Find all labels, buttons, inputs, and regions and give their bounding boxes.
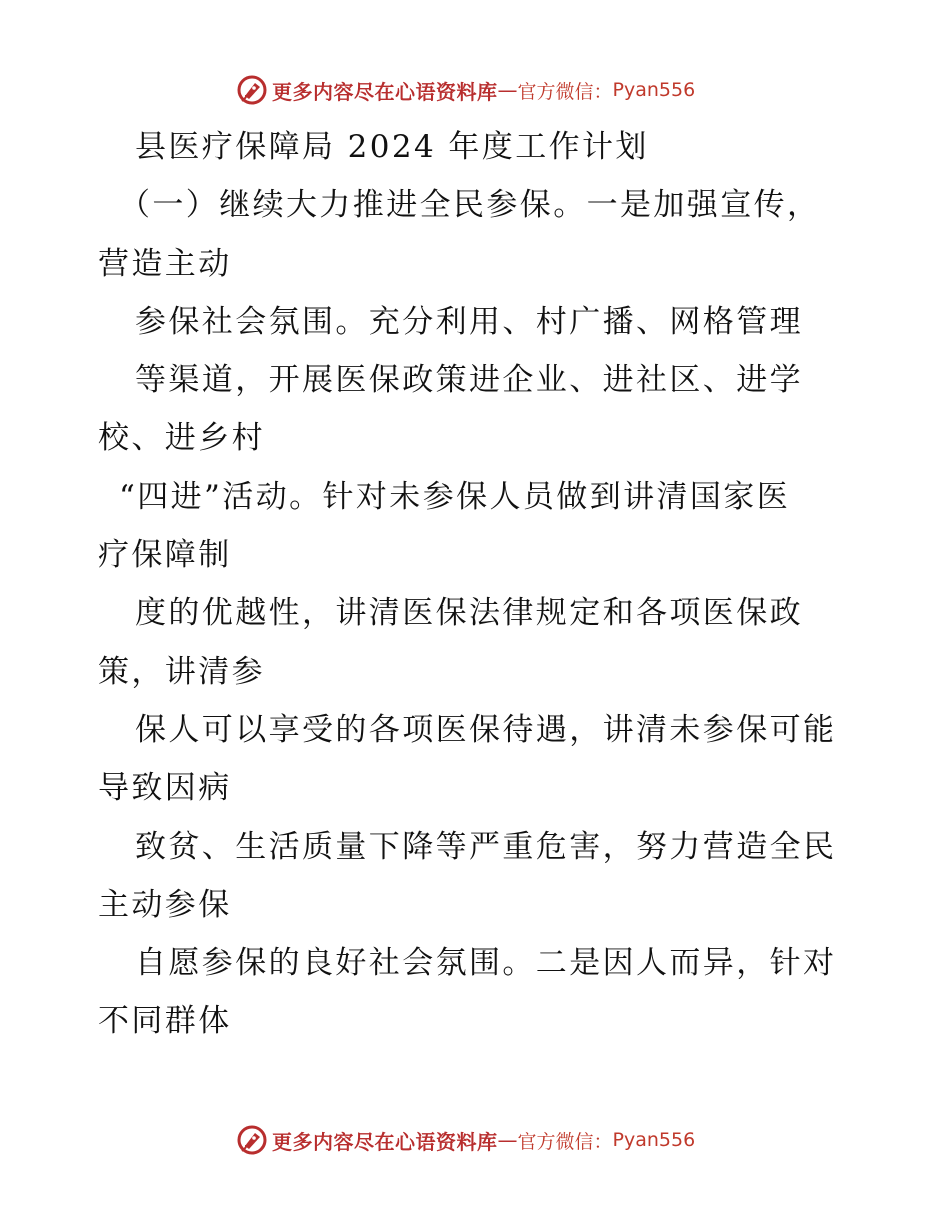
paragraph-line: 等渠道，开展医保政策进企业、进社区、进学 (135, 362, 803, 399)
banner-dash: — (497, 78, 518, 102)
paragraph-line: 自愿参保的良好社会氛围。二是因人而异，针对 (135, 945, 837, 982)
footer-banner (236, 1123, 695, 1157)
header-banner (236, 73, 695, 107)
banner-text: 更多内容尽在心语资料库 (272, 1129, 498, 1154)
pen-nib-logo-icon (236, 1124, 268, 1156)
paragraph-line: 校、进乡村 (98, 420, 265, 457)
banner-text: 更多内容尽在心语资料库 (272, 79, 498, 104)
paragraph-line: “四进”活动。针对未参保人员做到讲清国家医 (119, 478, 791, 515)
paragraph-line: 疗保障制 (98, 537, 232, 574)
paragraph-line: （一）继续大力推进全民参保。一是加强宣传， (119, 187, 821, 224)
document-title: 县医疗保障局 2024 年度工作计划 (135, 129, 649, 165)
pen-nib-logo-icon (236, 74, 268, 106)
banner-wechat-id: Pyan556 (612, 79, 696, 101)
paragraph-line: 营造主动 (98, 245, 232, 282)
banner-wechat-label: 官方微信： (517, 1130, 613, 1153)
paragraph-line: 度的优越性，讲清医保法律规定和各项医保政 (135, 595, 803, 632)
paragraph-line: 策，讲清参 (98, 653, 265, 690)
paragraph-line: 主动参保 (98, 886, 232, 923)
paragraph-line: 导致因病 (98, 770, 232, 807)
paragraph-line: 保人可以享受的各项医保待遇，讲清未参保可能 (135, 711, 837, 748)
paragraph-line: 参保社会氛围。充分利用、村广播、网格管理 (135, 303, 803, 340)
banner-dash: — (497, 1128, 518, 1152)
banner-wechat-id: Pyan556 (612, 1129, 696, 1151)
document-body (98, 118, 858, 1051)
paragraph-line: 不同群体 (98, 1003, 232, 1040)
paragraph-line: 致贫、生活质量下降等严重危害，努力营造全民 (135, 828, 837, 865)
banner-wechat-label: 官方微信： (517, 80, 613, 103)
